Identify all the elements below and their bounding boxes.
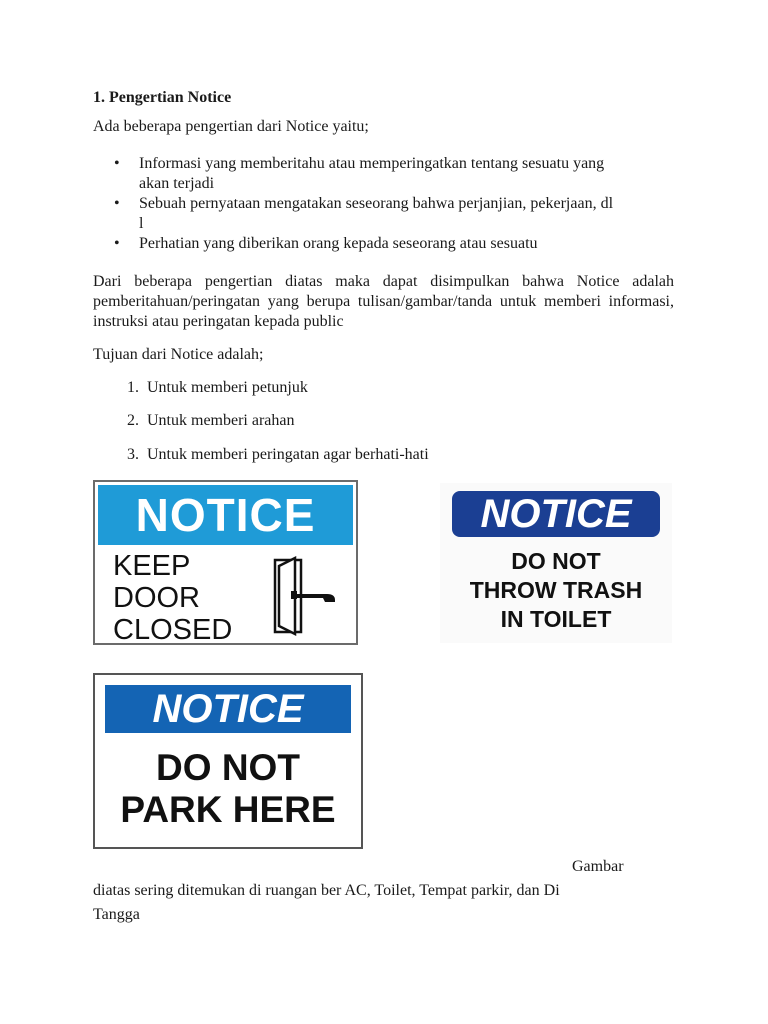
bullet-glyph: •	[114, 155, 120, 172]
sign-message-line: IN TOILET	[500, 606, 612, 632]
purpose-text: Untuk memberi peringatan agar berhati-hati	[147, 446, 429, 463]
purpose-item	[93, 378, 308, 398]
intro-text: Ada beberapa pengertian dari Notice yaitu;	[93, 118, 369, 135]
conclusion-paragraph: Dari beberapa pengertian diatas maka dapat disimpulkan bahwa Notice adalah pemberitahuan/peringatan yang berupa tulisan/gambar/tanda untuk memberi informasi, instruksi atau peringatan kepada public	[93, 273, 674, 330]
purpose-item	[93, 411, 295, 431]
purpose-number: 1.	[127, 379, 139, 396]
notice-sign-keep-door-closed	[93, 480, 358, 645]
sign-header-bar	[105, 685, 351, 733]
sign-message-line: DO NOT	[156, 747, 300, 788]
bullet-glyph: •	[114, 235, 120, 252]
definition-list	[93, 154, 678, 254]
list-item-line: Informasi yang memberitahu atau memperingatkan tentang sesuatu yang	[139, 155, 605, 172]
door-icon	[265, 556, 345, 636]
bullet-glyph: •	[114, 195, 120, 212]
purpose-number: 3.	[127, 446, 139, 463]
caption-line: Tangga	[93, 906, 140, 923]
sign-message	[440, 547, 672, 634]
purpose-item	[93, 445, 429, 465]
list-item	[93, 194, 678, 234]
caption-line: diatas sering ditemukan di ruangan ber AC, Toilet, Tempat parkir, dan Di	[93, 882, 560, 899]
sign-message-line: DOOR	[113, 582, 200, 614]
sign-header-text: NOTICE	[152, 687, 304, 731]
sign-message	[95, 747, 361, 831]
sign-message-line: THROW TRASH	[469, 577, 643, 603]
section-heading: 1. Pengertian Notice	[93, 89, 232, 106]
sign-header-bar	[98, 485, 353, 545]
purpose-intro: Tujuan dari Notice adalah;	[93, 346, 264, 363]
sign-header-text: NOTICE	[135, 489, 316, 541]
sign-message	[113, 550, 232, 646]
sign-message-line: KEEP	[113, 550, 191, 582]
sign-message-line: PARK HERE	[120, 789, 336, 830]
notice-sign-do-not-park-here	[93, 673, 363, 849]
purpose-text: Untuk memberi arahan	[147, 412, 295, 429]
purpose-number: 2.	[127, 412, 139, 429]
sign-message-line: DO NOT	[511, 548, 601, 574]
list-item-line: Sebuah pernyataan mengatakan seseorang bahwa perjanjian, pekerjaan, dl	[139, 195, 614, 212]
caption-line: Gambar	[572, 858, 624, 875]
purpose-text: Untuk memberi petunjuk	[147, 379, 308, 396]
sign-header-bar	[452, 491, 660, 537]
sign-message-line: CLOSED	[113, 614, 233, 646]
notice-sign-do-not-throw-trash	[440, 483, 672, 643]
list-item-line: akan terjadi	[139, 175, 215, 192]
list-item	[93, 154, 678, 194]
list-item	[93, 234, 678, 254]
list-item-line: Perhatian yang diberikan orang kepada seseorang atau sesuatu	[139, 235, 538, 252]
sign-header-text: NOTICE	[480, 492, 632, 536]
list-item-line: l	[139, 215, 144, 232]
